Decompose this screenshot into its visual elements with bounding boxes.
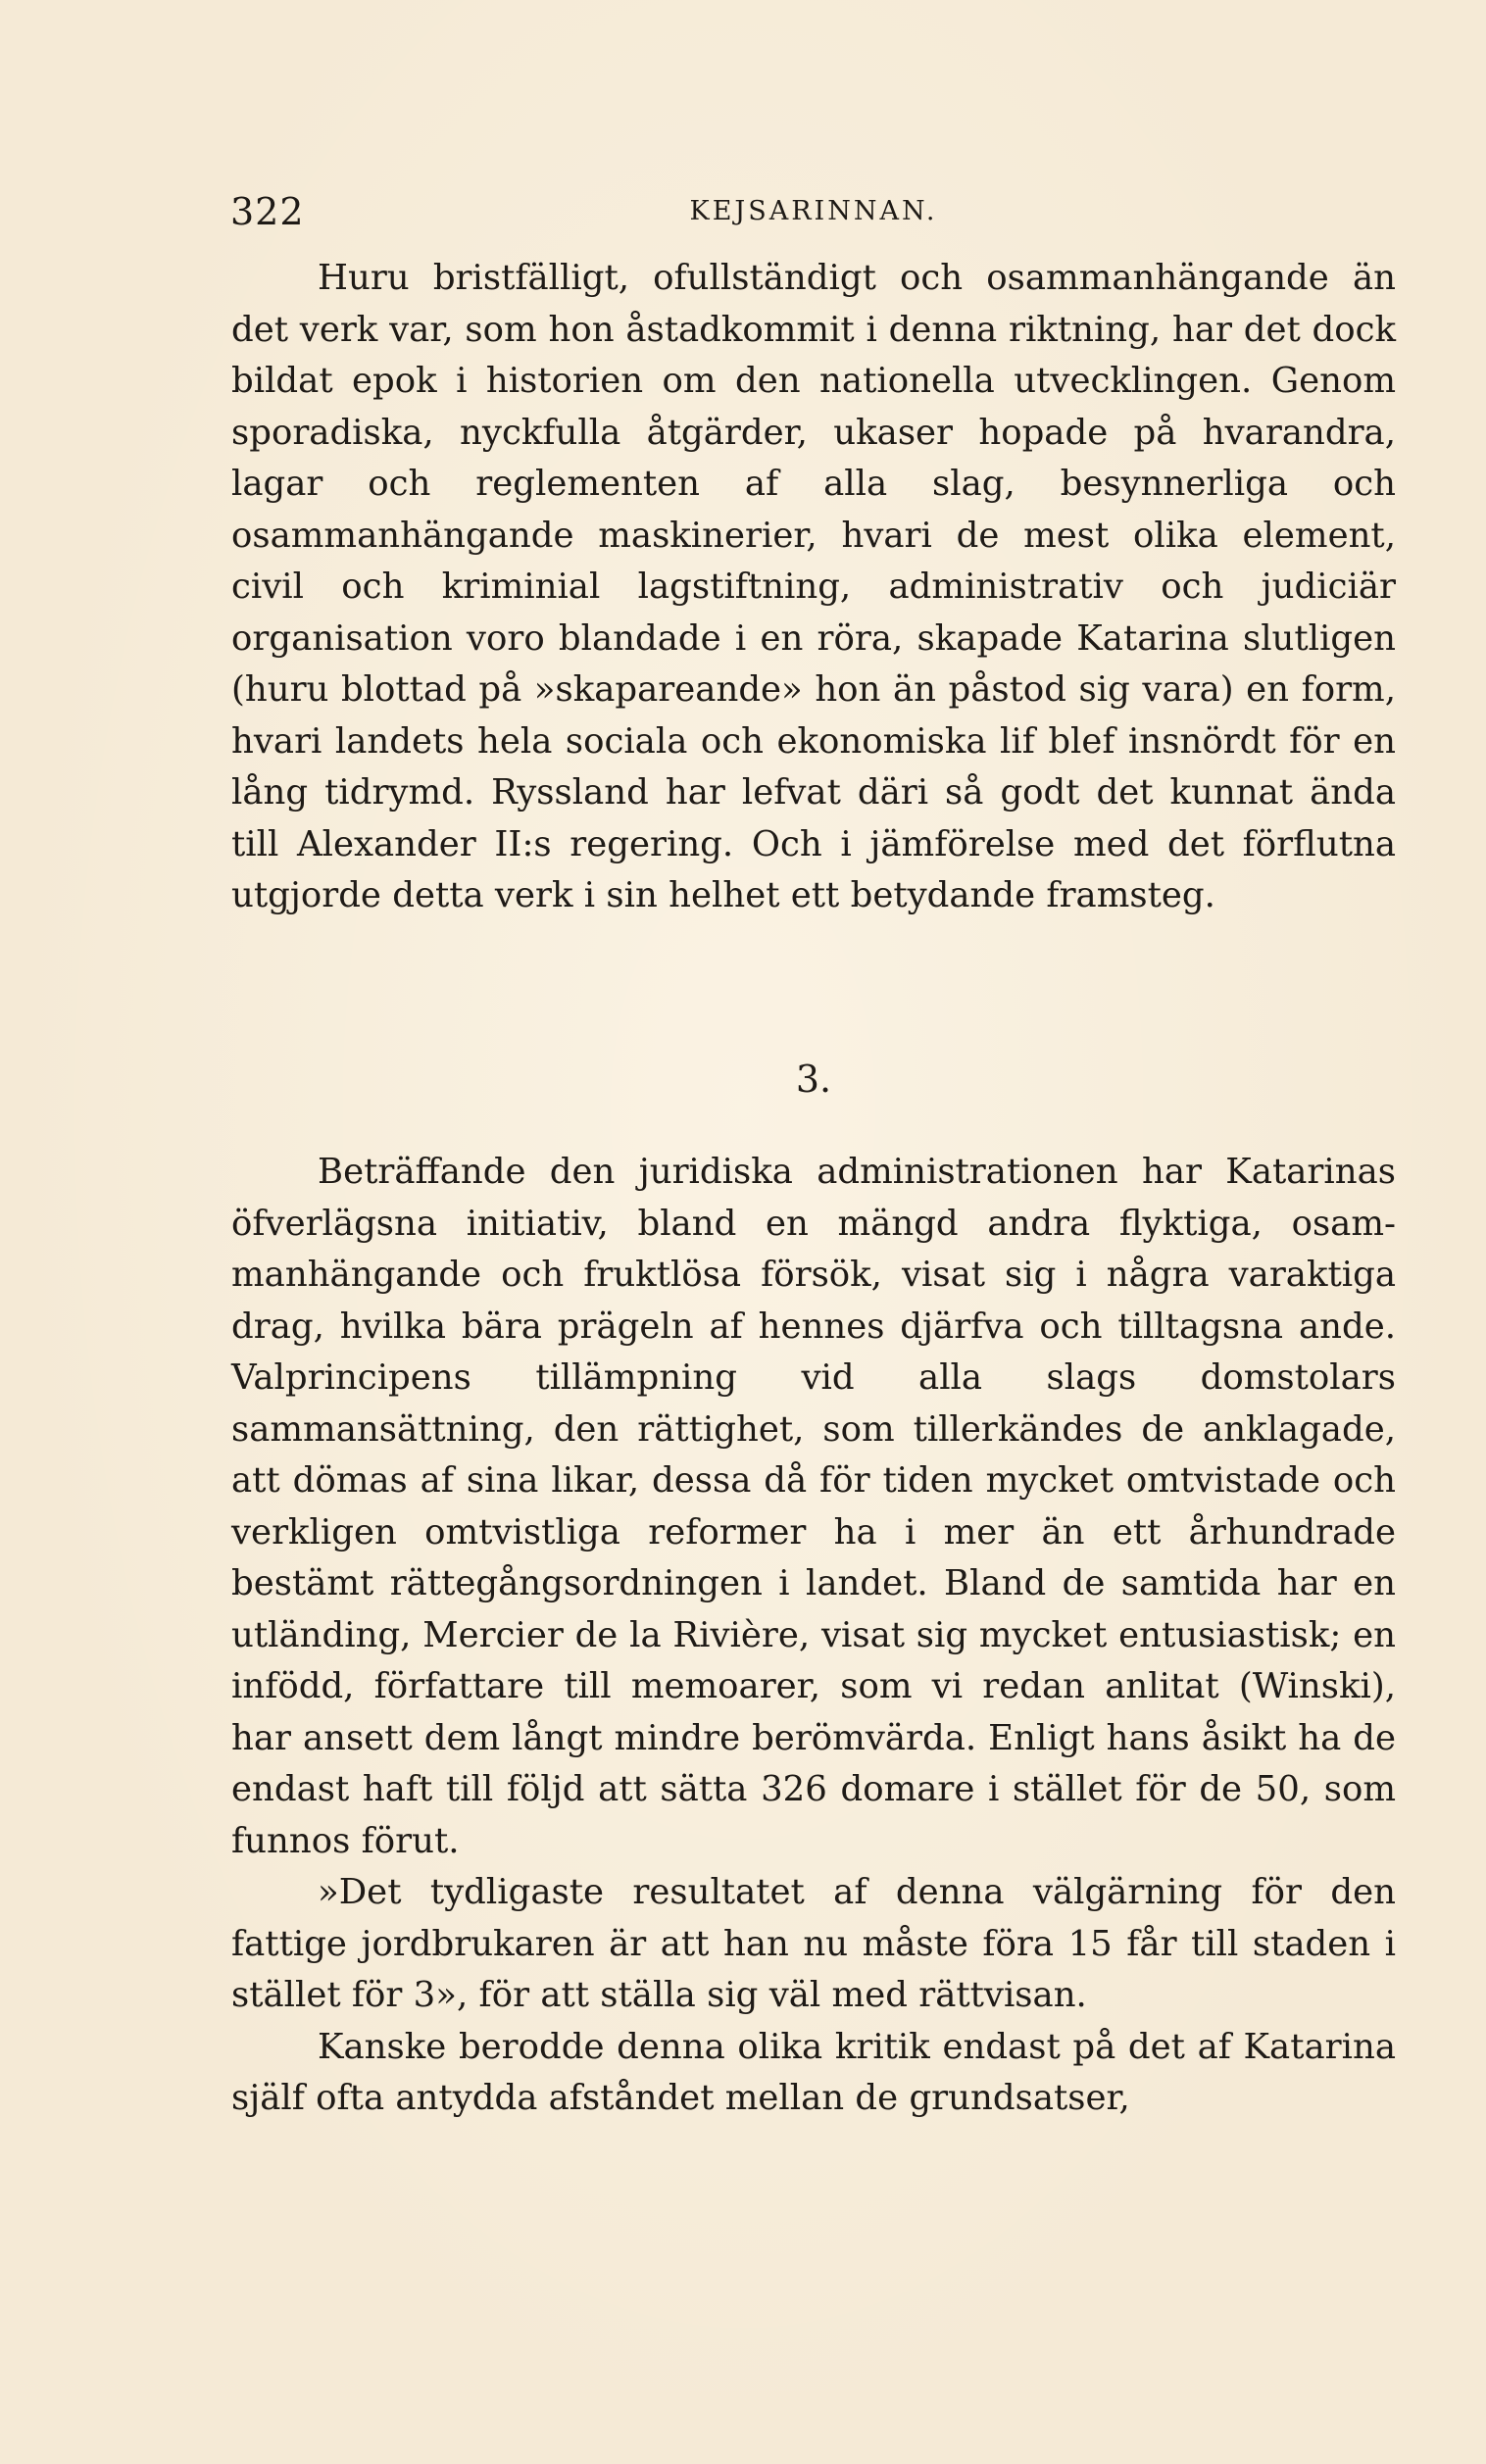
paragraph: »Det tydligaste resultatet af denna välgärning för den fattige jordbrukaren är att han nu måste föra 15 får till staden i stället för 3», för att ställa sig väl med rättvisan. (231, 1872, 1396, 2015)
text-block-after-section (231, 1147, 1396, 2125)
page-number: 322 (230, 190, 305, 233)
paragraph: Huru bristfälligt, ofullständigt och osammanhängande än det verk var, som hon åstadkommit i denna riktning, har det dock bildat epok i historien om den nationella utvecklingen. Genom sporadiska, nyckfulla åtgärder, ukaser hopade på hvarandra, lagar och reglementen af alla slag, besynnerliga och osammanhängande maskinerier, hvari de mest olika element, civil och kriminial lagstiftning, administrativ och judiciär organisation voro blandade i en röra, skapade Katarina slutligen (huru blottad på »skapareande» hon än påstod sig vara) en form, hvari landets hela sociala och ekonomiska lif blef insnördt för en lång tidrymd. Ryssland har lefvat däri så godt det kunnat ända till Alexander II:s regering. Och i jämförelse med det förflutna utgjorde detta verk i sin helhet ett betydande framsteg. (231, 258, 1396, 915)
section-number: 3. (795, 1058, 832, 1101)
paragraph: Beträffande den juridiska administrationen har Katarinas öfverlägsna initiativ, bland en mängd andra flyktiga, osammanhängande och fruktlösa försök, visat sig i några varaktiga drag, hvilka bära prägeln af hennes djärfva och tilltagsna ande. Valprincipens tillämpning vid alla slags domstolars sammansättning, den rättighet, som tillerkändes de anklagade, att dömas af sina likar, dessa då för tiden mycket omtvistade och verkligen omtvistliga reformer ha i mer än ett århundrade bestämt rättegångsordningen i landet. Bland de samtida har en utländing, Mercier de la Rivière, visat sig mycket entusiastisk; en infödd, författare till memoarer, som vi redan anlitat (Winski), har ansett dem långt mindre berömvärda. Enligt hans åsikt ha de endast haft till följd att sätta 326 domare i stället för de 50, som funnos förut. (231, 1152, 1396, 1861)
running-title: KEJSARINNAN. (689, 196, 938, 226)
paragraph: Kanske berodde denna olika kritik endast på det af Katarina själf ofta antydda afståndet mellan de grundsatser, (231, 2026, 1396, 2118)
text-block-before-section (231, 253, 1396, 922)
page-header (230, 186, 1397, 245)
